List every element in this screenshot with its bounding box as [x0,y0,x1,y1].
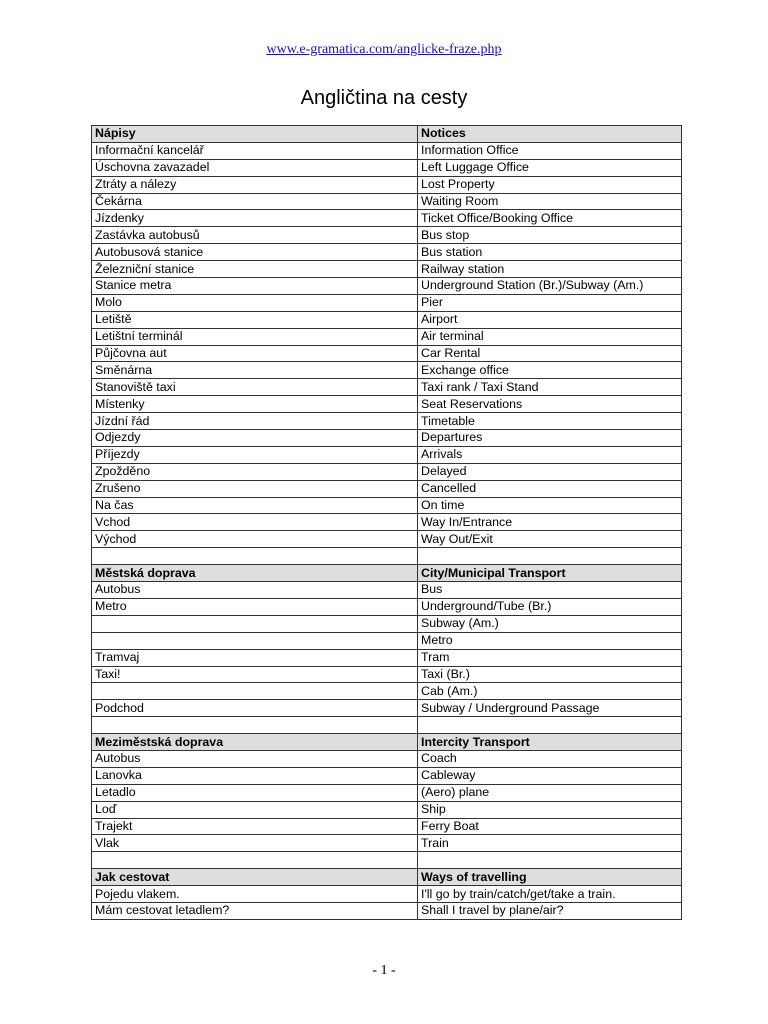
english-cell [418,548,682,565]
table-row [92,159,682,176]
table-row [92,750,682,767]
czech-cell: Zastávka autobusů [92,227,418,244]
table-row [92,362,682,379]
table-row [92,767,682,784]
czech-cell: Autobus [92,750,418,767]
czech-cell: Letadlo [92,784,418,801]
table-row [92,379,682,396]
english-cell: Metro [418,632,682,649]
english-cell: Airport [418,311,682,328]
czech-cell: Jízdenky [92,210,418,227]
table-row [92,142,682,159]
english-cell: Exchange office [418,362,682,379]
table-row [92,345,682,362]
spacer-row [92,852,682,869]
czech-cell: Molo [92,294,418,311]
source-url-link[interactable]: www.e-gramatica.com/anglicke-fraze.php [266,42,502,57]
czech-cell: Příjezdy [92,446,418,463]
section-header-row [92,126,682,143]
phrase-table [91,125,682,920]
table-row [92,261,682,278]
czech-cell: Odjezdy [92,430,418,447]
czech-cell: Lanovka [92,767,418,784]
czech-cell: Tramvaj [92,649,418,666]
section-header-row [92,734,682,751]
czech-cell: Úschovna zavazadel [92,159,418,176]
czech-cell: Jak cestovat [92,869,418,886]
table-row [92,430,682,447]
table-row [92,886,682,903]
table-row [92,278,682,295]
table-row [92,700,682,717]
czech-cell: Vchod [92,514,418,531]
english-cell: Waiting Room [418,193,682,210]
spacer-row [92,548,682,565]
english-cell: Cancelled [418,480,682,497]
table-row [92,514,682,531]
spacer-row [92,717,682,734]
page-number: - 1 - [372,963,396,978]
english-cell: Railway station [418,261,682,278]
czech-cell: Jízdní řád [92,413,418,430]
czech-cell: Směnárna [92,362,418,379]
czech-cell: Místenky [92,396,418,413]
czech-cell: Zrušeno [92,480,418,497]
english-cell: Way Out/Exit [418,531,682,548]
czech-cell: Vlak [92,835,418,852]
czech-cell: Informační kancelář [92,142,418,159]
english-cell: Arrivals [418,446,682,463]
table-row [92,294,682,311]
english-cell: Delayed [418,463,682,480]
czech-cell [92,852,418,869]
english-cell: Shall I travel by plane/air? [418,902,682,919]
czech-cell [92,615,418,632]
english-cell: Bus [418,582,682,599]
english-cell: Train [418,835,682,852]
english-cell: Timetable [418,413,682,430]
english-cell: Ferry Boat [418,818,682,835]
english-cell: I'll go by train/catch/get/take a train. [418,886,682,903]
english-cell: Air terminal [418,328,682,345]
czech-cell: Železniční stanice [92,261,418,278]
czech-cell: Pojedu vlakem. [92,886,418,903]
table-row [92,531,682,548]
english-cell: Subway / Underground Passage [418,700,682,717]
table-row [92,598,682,615]
section-header-row [92,565,682,582]
english-cell: On time [418,497,682,514]
english-cell: Lost Property [418,176,682,193]
czech-cell: Autobusová stanice [92,244,418,261]
english-cell: Taxi (Br.) [418,666,682,683]
czech-cell: Metro [92,598,418,615]
table-row [92,480,682,497]
czech-cell: Mám cestovat letadlem? [92,902,418,919]
table-row [92,311,682,328]
table-row [92,835,682,852]
czech-cell: Čekárna [92,193,418,210]
czech-cell: Loď [92,801,418,818]
english-cell: Coach [418,750,682,767]
english-cell: Left Luggage Office [418,159,682,176]
czech-cell: Ztráty a nálezy [92,176,418,193]
english-cell: City/Municipal Transport [418,565,682,582]
table-row [92,328,682,345]
table-row [92,902,682,919]
czech-cell: Nápisy [92,126,418,143]
table-row [92,413,682,430]
english-cell: Seat Reservations [418,396,682,413]
english-cell: Bus station [418,244,682,261]
czech-cell [92,632,418,649]
czech-cell: Trajekt [92,818,418,835]
english-cell: Car Rental [418,345,682,362]
czech-cell: Meziměstská doprava [92,734,418,751]
english-cell: Ship [418,801,682,818]
table-row [92,632,682,649]
table-row [92,649,682,666]
english-cell: Subway (Am.) [418,615,682,632]
english-cell [418,717,682,734]
phrase-table-body [92,126,682,920]
english-cell: Bus stop [418,227,682,244]
czech-cell: Letištní terminál [92,328,418,345]
czech-cell: Stanice metra [92,278,418,295]
table-row [92,497,682,514]
english-cell: Ticket Office/Booking Office [418,210,682,227]
english-cell: Information Office [418,142,682,159]
english-cell: Departures [418,430,682,447]
table-row [92,615,682,632]
english-cell: Notices [418,126,682,143]
czech-cell: Taxi! [92,666,418,683]
english-cell: Underground/Tube (Br.) [418,598,682,615]
english-cell: Taxi rank / Taxi Stand [418,379,682,396]
english-cell: Way In/Entrance [418,514,682,531]
section-header-row [92,869,682,886]
table-row [92,683,682,700]
czech-cell: Stanoviště taxi [92,379,418,396]
page-title: Angličtina na cesty [300,87,468,109]
table-row [92,463,682,480]
english-cell [418,852,682,869]
czech-cell: Podchod [92,700,418,717]
czech-cell: Půjčovna aut [92,345,418,362]
table-row [92,666,682,683]
table-row [92,210,682,227]
table-row [92,818,682,835]
english-cell: Underground Station (Br.)/Subway (Am.) [418,278,682,295]
czech-cell: Východ [92,531,418,548]
table-row [92,396,682,413]
czech-cell: Zpožděno [92,463,418,480]
english-cell: Tram [418,649,682,666]
table-row [92,784,682,801]
table-row [92,227,682,244]
table-row [92,244,682,261]
english-cell: Cableway [418,767,682,784]
czech-cell: Autobus [92,582,418,599]
table-row [92,801,682,818]
table-row [92,193,682,210]
english-cell: Intercity Transport [418,734,682,751]
czech-cell: Městská doprava [92,565,418,582]
english-cell: Ways of travelling [418,869,682,886]
english-cell: Pier [418,294,682,311]
czech-cell [92,548,418,565]
english-cell: (Aero) plane [418,784,682,801]
table-row [92,446,682,463]
czech-cell [92,717,418,734]
table-row [92,582,682,599]
czech-cell: Na čas [92,497,418,514]
english-cell: Cab (Am.) [418,683,682,700]
czech-cell [92,683,418,700]
table-row [92,176,682,193]
czech-cell: Letiště [92,311,418,328]
